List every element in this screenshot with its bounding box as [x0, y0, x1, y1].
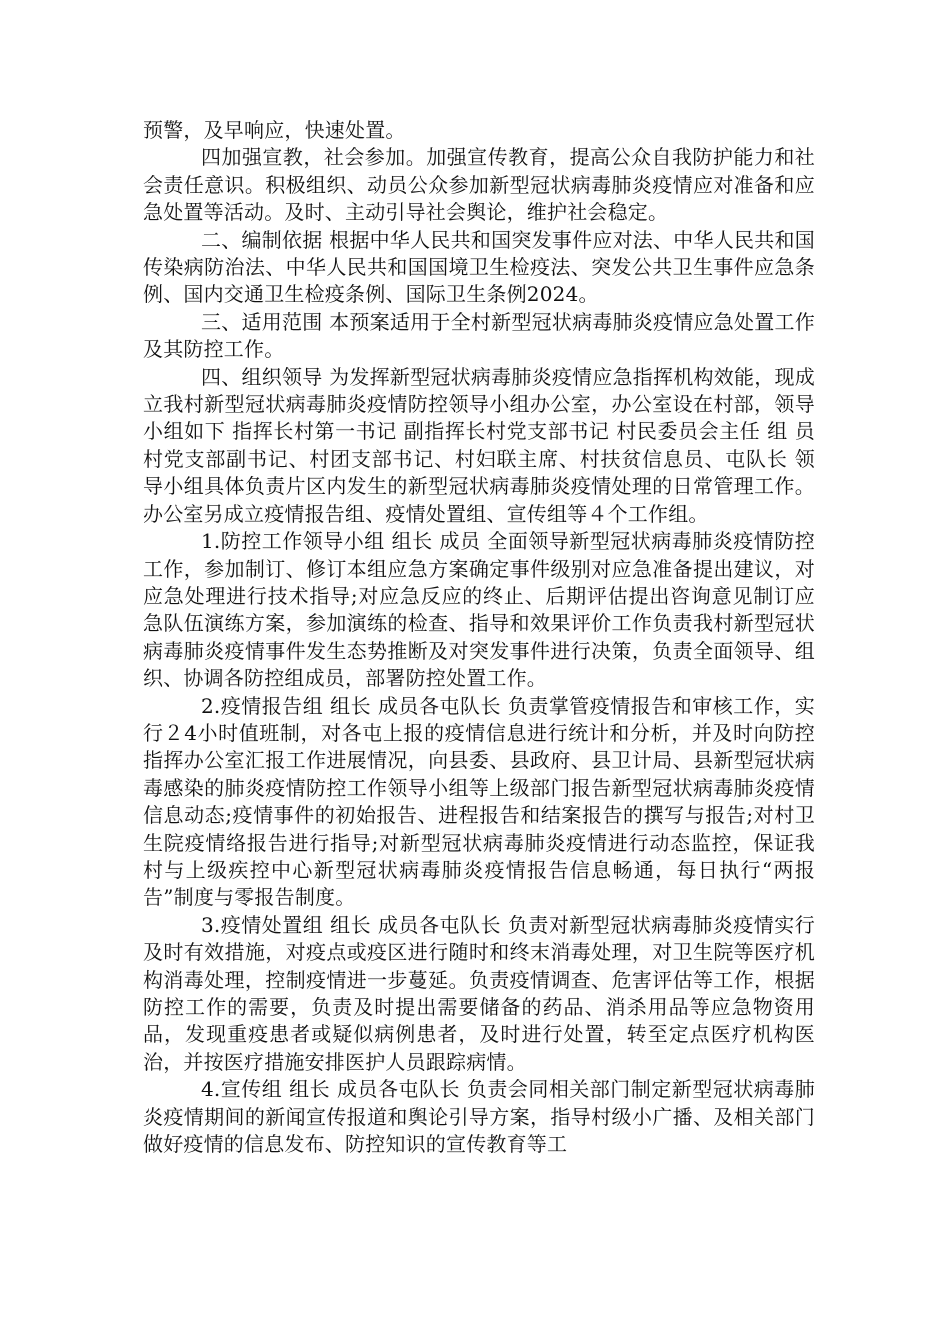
- paragraph-publicity: 四加强宣教，社会参加。加强宣传教育，提高公众自我防护能力和社会责任意识。积极组织、动员公众参加新型冠状病毒肺炎疫情应对准备和应急处置等活动。及时、主动引导社会舆论，维护社会稳定。: [143, 145, 815, 225]
- paragraph-report-group: 2.疫情报告组 组长 成员各屯队长 负责掌管疫情报告和审核工作，实行２4小时值班制，对各屯上报的疫情信息进行统计和分析，并及时向防控指挥办公室汇报工作进展情况，向县委、县政府、县卫计局、县新型冠状病毒感染的肺炎疫情防控工作领导小组等上级部门报告新型冠状病毒肺炎疫情信息动态;疫情事件的初始报告、进程报告和结案报告的撰写与报告;对村卫生院疫情络报告进行指导;对新型冠状病毒肺炎疫情进行动态监控，保证我村与上级疾控中心新型冠状病毒肺炎疫情报告信息畅通，每日执行“两报告”制度与零报告制度。: [143, 693, 815, 910]
- paragraph-leading-group: 1.防控工作领导小组 组长 成员 全面领导新型冠状病毒肺炎疫情防控工作，参加制订、修订本组应急方案确定事件级别对应急准备提出建议，对应急处理进行技术指导;对应急反应的终止、后期评估提出咨询意见制订应急队伍演练方案，参加演练的检查、指导和效果评价工作负责我村新型冠状病毒肺炎疫情事件发生态势推断及对突发事件进行决策，负责全面领导、组织、协调各防控组成员，部署防控处置工作。: [143, 529, 815, 691]
- paragraph-publicity-group: 4.宣传组 组长 成员各屯队长 负责会同相关部门制定新型冠状病毒肺炎疫情期间的新闻宣传报道和舆论引导方案，指导村级小广播、及相关部门做好疫情的信息发布、防控知识的宣传教育等工: [143, 1077, 815, 1157]
- paragraph-scope: 三、适用范围 本预案适用于全村新型冠状病毒肺炎疫情应急处置工作及其防控工作。: [143, 309, 815, 362]
- document-body: [143, 117, 815, 1158]
- paragraph-warning-tail: 预警，及早响应，快速处置。: [143, 118, 406, 142]
- paragraph-leadership: 四、组织领导 为发挥新型冠状病毒肺炎疫情应急指挥机构效能，现成立我村新型冠状病毒肺炎疫情防控领导小组办公室，办公室设在村部，领导小组如下 指挥长村第一书记 副指挥长村党支部书记 村民委员会主任 组 员村党支部副书记、村团支部书记、村妇联主席、村扶贫信息员、屯队长 领导小组具体负责片区内发生的新型冠状病毒肺炎疫情处理的日常管理工作。办公室另成立疫情报告组、疫情处置组、宣传组等４个工作组。: [143, 364, 815, 526]
- paragraph-basis: 二、编制依据 根据中华人民共和国突发事件应对法、中华人民共和国传染病防治法、中华人民共和国国境卫生检疫法、突发公共卫生事件应急条例、国内交通卫生检疫条例、国际卫生条例2024。: [143, 227, 815, 307]
- paragraph-disposal-group: 3.疫情处置组 组长 成员各屯队长 负责对新型冠状病毒肺炎疫情实行及时有效措施，对疫点或疫区进行随时和终末消毒处理，对卫生院等医疗机构消毒处理，控制疫情进一步蔓延。负责疫情调查、危害评估等工作，根据防控工作的需要，负责及时提出需要储备的药品、消杀用品等应急物资用品，发现重疫患者或疑似病例患者，及时进行处置，转至定点医疗机构医治，并按医疗措施安排医护人员跟踪病情。: [143, 912, 815, 1074]
